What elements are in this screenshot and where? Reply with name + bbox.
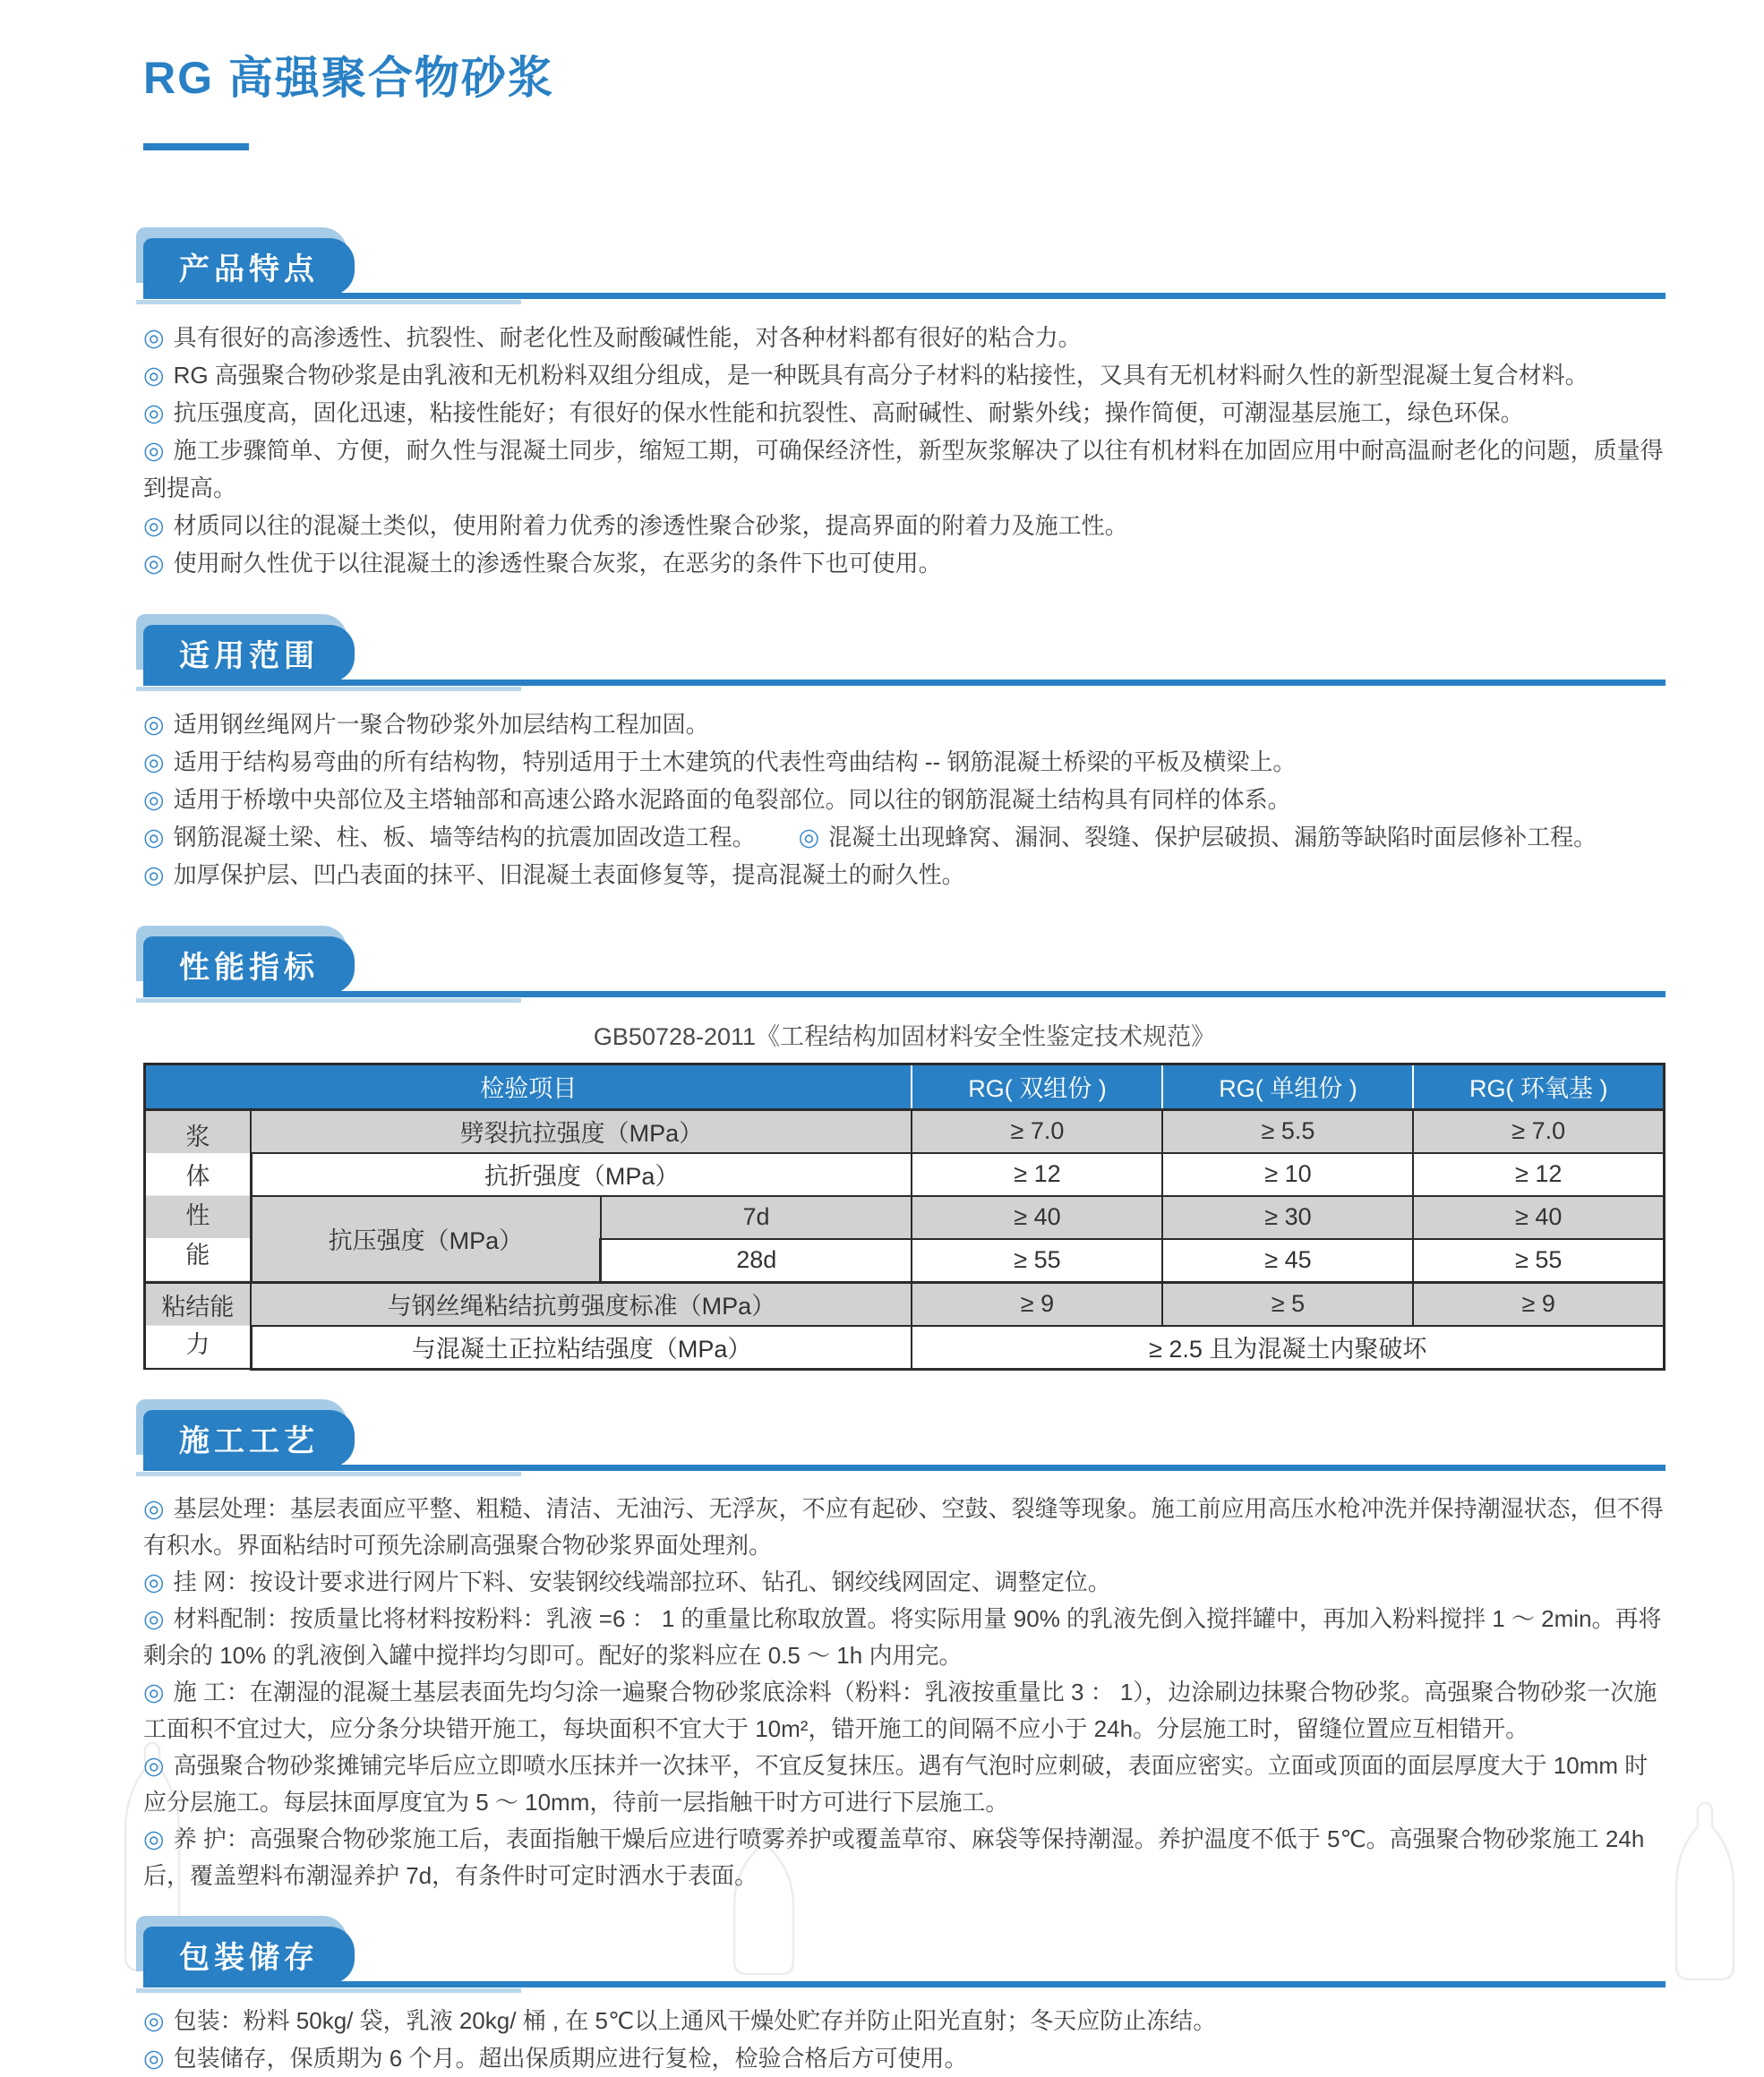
list-item <box>143 507 1666 544</box>
bullseye-bullet-icon: ◎ <box>143 361 165 389</box>
table-header-row <box>145 1064 1665 1109</box>
title-underline-bar <box>143 143 249 150</box>
table-row <box>145 1153 1665 1196</box>
value-cell: ≥ 10 <box>1162 1153 1413 1196</box>
bullseye-bullet-icon: ◎ <box>143 860 165 888</box>
sub-label: 28d <box>601 1239 912 1283</box>
merged-value-cell: ≥ 2.5 且为混凝土内聚破坏 <box>912 1326 1664 1370</box>
bullseye-bullet-icon: ◎ <box>143 1825 165 1852</box>
bullet-text: 适用于桥墩中央部位及主塔轴部和高速公路水泥路面的龟裂部位。同以往的钢筋混凝土结构具有同样的体系。 <box>173 785 1291 813</box>
table-row <box>145 1282 1665 1326</box>
list-item <box>143 1748 1666 1821</box>
bullseye-bullet-icon: ◎ <box>143 2044 165 2072</box>
scope-list <box>143 705 1666 893</box>
bullseye-bullet-icon: ◎ <box>143 1568 165 1595</box>
section-performance <box>143 927 1666 1371</box>
value-cell: ≥ 5.5 <box>1162 1109 1413 1153</box>
performance-table <box>143 1063 1666 1371</box>
value-cell: ≥ 5 <box>1162 1282 1413 1326</box>
bullet-text: RG 高强聚合物砂浆是由乳液和无机粉料双组分组成，是一种既具有高分子材料的粘接性，又具有无机材料耐久性的新型混凝土复合材料。 <box>173 361 1588 389</box>
bullseye-bullet-icon: ◎ <box>143 710 165 738</box>
rule-shadow-decoration <box>136 1472 521 1476</box>
list-item <box>143 705 1666 743</box>
section-header <box>143 229 1666 299</box>
section-rule <box>143 680 1666 686</box>
section-rule <box>143 991 1666 997</box>
value-cell: ≥ 12 <box>1413 1153 1664 1196</box>
bullet-text: 材料配制：按质量比将材料按粉料：乳液 =6 ： 1 的重量比称取放置。将实际用量 90% 的乳液先倒入搅拌罐中，再加入粉料搅拌 1 ～ 2min。再将剩余的 10% 的乳液倒入罐中搅拌均匀即可。配好的浆料应在 0.5 ～ 1h 内用完。 <box>143 1604 1662 1669</box>
bullseye-bullet-icon: ◎ <box>143 823 165 850</box>
section-packaging <box>143 1918 1666 2077</box>
list-item <box>143 743 1666 781</box>
bullet-text: 适用钢丝绳网片一聚合物砂浆外加层结构工程加固。 <box>173 710 709 738</box>
section-rule <box>143 1981 1666 1987</box>
bullet-text: 抗压强度高，固化迅速，粘接性能好；有很好的保水性能和抗裂性、高耐碱性、耐紫外线；操作简便，可潮湿基层施工，绿色环保。 <box>173 398 1524 426</box>
value-cell: ≥ 9 <box>912 1282 1162 1326</box>
bullet-text: 使用耐久性优于以往混凝土的渗透性聚合灰浆，在恶劣的条件下也可使用。 <box>173 549 942 577</box>
bullet-text: 施工步骤简单、方便，耐久性与混凝土同步，缩短工期，可确保经济性，新型灰浆解决了以往有机材料在加固应用中耐高温耐老化的问题，质量得到提高。 <box>143 436 1664 501</box>
bullseye-bullet-icon: ◎ <box>143 2006 165 2034</box>
packaging-list <box>143 2002 1666 2077</box>
section-rule <box>143 293 1666 299</box>
bullet-text: 材质同以往的混凝土类似，使用附着力优秀的渗透性聚合砂浆，提高界面的附着力及施工性。 <box>173 511 1128 539</box>
section-header <box>143 927 1666 997</box>
bullseye-bullet-icon: ◎ <box>143 549 165 577</box>
list-item <box>143 1674 1666 1748</box>
bullet-text: 养 护：高强聚合物砂浆施工后，表面指触干燥后应进行喷雾养护或覆盖草帘、麻袋等保持潮湿。养护温度不低于 5℃。高强聚合物砂浆施工 24h 后，覆盖塑料布潮湿养护 7d，有条件时可定时洒水于表面。 <box>143 1825 1645 1889</box>
row-label: 与混凝土正拉粘结强度（MPa） <box>251 1326 912 1370</box>
section-scope <box>143 616 1666 893</box>
bullseye-bullet-icon: ◎ <box>143 748 165 775</box>
bullseye-bullet-icon: ◎ <box>143 1678 165 1705</box>
header-cell-rg2: RG( 双组份 ) <box>912 1064 1162 1109</box>
section-header <box>143 1401 1666 1471</box>
rule-shadow-decoration <box>136 998 521 1003</box>
list-item <box>143 1821 1666 1894</box>
bullet-text: 适用于结构易弯曲的所有结构物，特别适用于土木建筑的代表性弯曲结构 -- 钢筋混凝土桥梁的平板及横梁上。 <box>173 748 1297 775</box>
table-row <box>145 1109 1665 1153</box>
section-heading-scope: 适用范围 <box>143 625 355 682</box>
group-label-cell <box>145 1109 252 1282</box>
list-item <box>143 544 1666 582</box>
list-item <box>143 781 1666 818</box>
bullseye-bullet-icon: ◎ <box>143 398 165 426</box>
bullet-text: 加厚保护层、凹凸表面的抹平、旧混凝土表面修复等，提高混凝土的耐久性。 <box>173 860 965 888</box>
list-item <box>143 2002 1666 2039</box>
header-cell-rge: RG( 环氧基 ) <box>1413 1064 1664 1109</box>
bullet-text: 包装储存，保质期为 6 个月。超出保质期应进行复检，检验合格后方可使用。 <box>173 2044 968 2072</box>
table-row <box>145 1196 1665 1239</box>
list-item <box>143 1564 1666 1601</box>
value-cell: ≥ 55 <box>1413 1239 1664 1283</box>
bullseye-bullet-icon: ◎ <box>143 1494 165 1522</box>
construction-list <box>143 1491 1666 1894</box>
value-cell: ≥ 7.0 <box>1413 1109 1664 1153</box>
group-label-cell <box>145 1282 252 1369</box>
value-cell: ≥ 30 <box>1162 1196 1413 1239</box>
rule-shadow-decoration <box>136 300 521 304</box>
list-item <box>143 2039 1666 2077</box>
rule-shadow-decoration <box>136 1988 521 1993</box>
table-caption: GB50728-2011《工程结构加固材料安全性鉴定技术规范》 <box>593 1022 1216 1050</box>
bullet-text: 混凝土出现蜂窝、漏洞、裂缝、保护层破损、漏筋等缺陷时面层修补工程。 <box>828 823 1597 850</box>
list-item <box>143 1491 1666 1564</box>
row-label: 与钢丝绳粘结抗剪强度标准（MPa） <box>251 1282 912 1326</box>
bullseye-bullet-icon: ◎ <box>143 323 165 351</box>
section-heading-features: 产品特点 <box>143 238 355 295</box>
value-cell: ≥ 45 <box>1162 1239 1413 1283</box>
value-cell: ≥ 55 <box>912 1239 1162 1283</box>
value-cell: ≥ 12 <box>912 1153 1162 1196</box>
section-heading-packaging: 包装储存 <box>143 1927 355 1984</box>
group-label-text: 粘结能力 <box>161 1293 235 1358</box>
section-features <box>143 229 1666 582</box>
list-item <box>143 432 1666 507</box>
header-cell-item: 检验项目 <box>145 1064 912 1109</box>
bullet-text: 挂 网：按设计要求进行网片下料、安装钢绞线端部拉环、钻孔、钢绞线网固定、调整定位。 <box>173 1568 1111 1595</box>
section-header <box>143 1918 1666 1987</box>
section-header <box>143 616 1666 686</box>
list-item <box>143 394 1666 432</box>
section-heading-performance: 性能指标 <box>143 936 355 994</box>
bullet-text: 钢筋混凝土梁、柱、板、墙等结构的抗震加固改造工程。 <box>173 823 756 850</box>
bullet-text: 高强聚合物砂浆摊铺完毕后应立即喷水压抹并一次抹平，不宜反复抹压。遇有气泡时应刺破，表面应密实。立面或顶面的面层厚度大于 10mm 时应分层施工。每层抹面厚度宜为 5 ～ 10mm，待前一层指触干时方可进行下层施工。 <box>143 1751 1648 1816</box>
sub-label: 7d <box>601 1196 912 1239</box>
page-title: RG 高强聚合物砂浆 <box>143 52 554 103</box>
row-label: 抗折强度（MPa） <box>251 1153 912 1196</box>
bullseye-bullet-icon: ◎ <box>798 823 820 850</box>
bullet-text: 具有很好的高渗透性、抗裂性、耐老化性及耐酸碱性能，对各种材料都有很好的粘合力。 <box>173 323 1082 351</box>
row-label: 抗压强度（MPa） <box>251 1196 600 1283</box>
list-item-double <box>143 818 1666 856</box>
list-item <box>143 1601 1666 1674</box>
value-cell: ≥ 9 <box>1413 1282 1664 1326</box>
rule-shadow-decoration <box>136 687 521 691</box>
bullseye-bullet-icon: ◎ <box>143 1604 165 1632</box>
group-label-text: 浆体性能 <box>185 1123 210 1269</box>
header-cell-rg1: RG( 单组份 ) <box>1162 1064 1413 1109</box>
bullet-text: 施 工：在潮湿的混凝土基层表面先均匀涂一遍聚合物砂浆底涂料（粉料：乳液按重量比 3 ： 1），边涂刷边抹聚合物砂浆。高强聚合物砂浆一次施工面积不宜过大，应分条分块错开施工，每块面积不宜大于 10m²，错开施工的间隔不应小于 24h。分层施工时，留缝位置应互相错开。 <box>143 1678 1657 1742</box>
features-list <box>143 319 1666 582</box>
list-item <box>143 856 1666 893</box>
section-heading-construction: 施工工艺 <box>143 1410 355 1467</box>
list-item <box>143 356 1666 394</box>
bullseye-bullet-icon: ◎ <box>143 436 165 464</box>
section-rule <box>143 1465 1666 1471</box>
bullseye-bullet-icon: ◎ <box>143 1751 165 1779</box>
bullseye-bullet-icon: ◎ <box>143 511 165 539</box>
section-construction <box>143 1401 1666 1894</box>
value-cell: ≥ 7.0 <box>912 1109 1162 1153</box>
bullet-text: 基层处理：基层表面应平整、粗糙、清洁、无油污、无浮灰，不应有起砂、空鼓、裂缝等现象。施工前应用高压水枪冲洗并保持潮湿状态，但不得有积水。界面粘结时可预先涂刷高强聚合物砂浆界面处理剂。 <box>143 1494 1664 1559</box>
value-cell: ≥ 40 <box>1413 1196 1664 1239</box>
list-item <box>143 319 1666 356</box>
table-row <box>145 1326 1665 1370</box>
row-label: 劈裂抗拉强度（MPa） <box>251 1109 912 1153</box>
bullet-text: 包装：粉料 50kg/ 袋，乳液 20kg/ 桶 , 在 5℃以上通风干燥处贮存并防止阳光直射；冬天应防止冻结。 <box>173 2006 1217 2034</box>
value-cell: ≥ 40 <box>912 1196 1162 1239</box>
bullseye-bullet-icon: ◎ <box>143 785 165 813</box>
